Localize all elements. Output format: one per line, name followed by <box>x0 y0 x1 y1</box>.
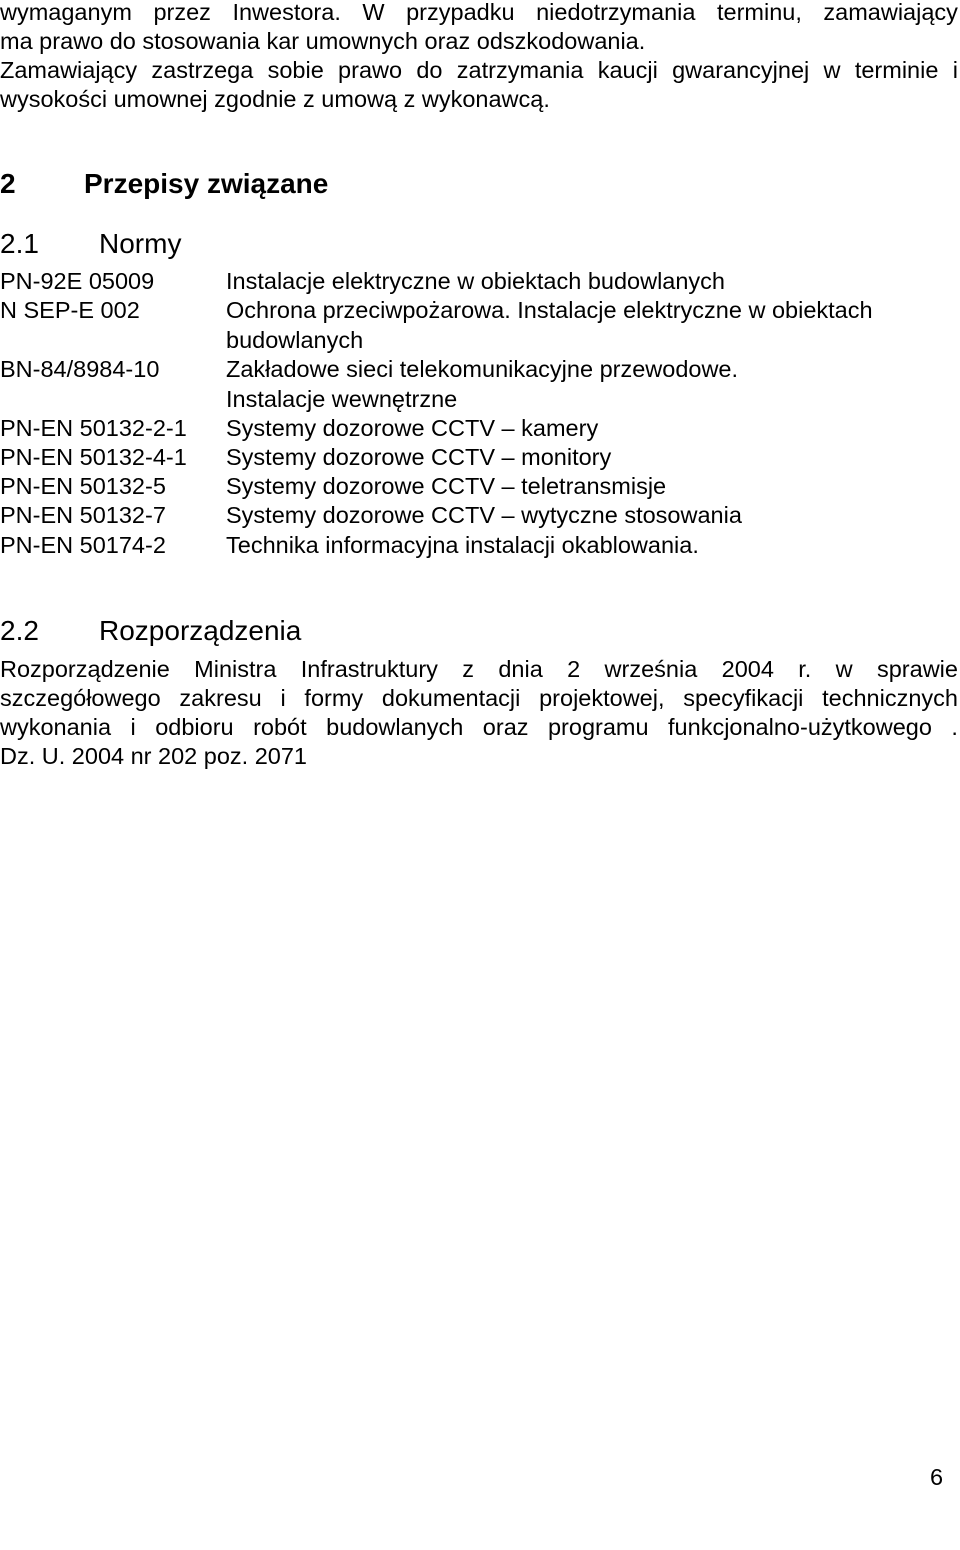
norm-code: BN-84/8984-10 <box>0 356 160 382</box>
norm-description: Technika informacyjna instalacji okablowania. <box>226 532 699 558</box>
word: zakresu <box>179 685 262 711</box>
norm-code: PN-EN 50132-7 <box>0 502 166 528</box>
word: dnia <box>498 656 543 682</box>
word: wymaganym <box>0 0 132 25</box>
word: Infrastruktury <box>300 656 438 682</box>
word: września <box>604 656 698 682</box>
norm-description: Systemy dozorowe CCTV – kamery <box>226 415 599 441</box>
word: i <box>130 714 136 740</box>
word: do <box>416 57 443 83</box>
word: sobie <box>267 57 324 83</box>
norm-description: Systemy dozorowe CCTV – wytyczne stosowania <box>226 502 742 528</box>
word: zatrzymania <box>456 57 584 83</box>
subsection-heading-2-2 <box>0 614 301 648</box>
subsection-number: 2.1 <box>0 228 39 259</box>
word: . <box>951 714 958 740</box>
norm-code: PN-EN 50132-5 <box>0 473 166 499</box>
regulation-line-1 <box>0 655 958 684</box>
word: prawo <box>338 57 403 83</box>
word: terminu, <box>716 0 802 25</box>
section-title: Przepisy związane <box>84 168 329 199</box>
word: wykonania <box>0 714 112 740</box>
intro-line-4: wysokości umownej zgodnie z umową z wykonawcą. <box>0 86 550 112</box>
norm-description: Systemy dozorowe CCTV – teletransmisje <box>226 473 667 499</box>
word: oraz <box>482 714 529 740</box>
subsection-title: Rozporządzenia <box>99 615 302 646</box>
word: i <box>952 57 958 83</box>
word: zamawiający <box>823 0 958 25</box>
word: niedotrzymania <box>536 0 696 25</box>
norm-description: Instalacje elektryczne w obiektach budowlanych <box>226 268 725 294</box>
norm-code: PN-EN 50132-4-1 <box>0 444 187 470</box>
word: r. <box>798 656 812 682</box>
section-heading-2 <box>0 167 328 201</box>
norm-code: N SEP-E 002 <box>0 297 140 323</box>
word: sprawie <box>876 656 958 682</box>
intro-line-3 <box>0 56 958 85</box>
regulation-line-3 <box>0 713 958 742</box>
subsection-title: Normy <box>99 228 182 259</box>
norm-description: Systemy dozorowe CCTV – monitory <box>226 444 612 470</box>
word: W <box>362 0 385 25</box>
word: 2 <box>567 656 581 682</box>
section-number: 2 <box>0 168 16 199</box>
word: w <box>823 57 841 83</box>
word: specyfikacji <box>683 685 804 711</box>
word: budowlanych <box>326 714 464 740</box>
word: 2004 <box>721 656 774 682</box>
word: funkcjonalno-użytkowego <box>668 714 932 740</box>
word: z <box>462 656 474 682</box>
word: przez <box>153 0 211 25</box>
page-number: 6 <box>930 1464 944 1490</box>
word: w <box>835 656 853 682</box>
regulation-line-4: Dz. U. 2004 nr 202 poz. 2071 <box>0 743 308 769</box>
intro-line-1 <box>0 0 958 27</box>
word: dokumentacji <box>381 685 521 711</box>
regulation-line-2 <box>0 684 958 713</box>
norm-code: PN-EN 50132-2-1 <box>0 415 187 441</box>
norm-code: PN-EN 50174-2 <box>0 532 166 558</box>
word: technicznych <box>822 685 958 711</box>
norm-description: Zakładowe sieci telekomunikacyjne przewodowe. Instalacje wewnętrzne <box>226 356 739 412</box>
intro-line-2: ma prawo do stosowania kar umownych oraz odszkodowania. <box>0 28 646 54</box>
word: i <box>280 685 286 711</box>
word: odbioru <box>155 714 234 740</box>
word: Ministra <box>194 656 277 682</box>
word: szczegółowego <box>0 685 161 711</box>
word: robót <box>253 714 307 740</box>
word: Rozporządzenie <box>0 656 170 682</box>
word: projektowej, <box>539 685 665 711</box>
word: przypadku <box>406 0 515 25</box>
subsection-heading-2-1 <box>0 227 181 261</box>
word: Inwestora. <box>232 0 341 25</box>
norm-description: Ochrona przeciwpożarowa. Instalacje elektryczne w obiektach budowlanych <box>226 297 873 353</box>
subsection-number: 2.2 <box>0 615 39 646</box>
word: kaucji <box>597 57 658 83</box>
word: formy <box>304 685 364 711</box>
word: gwarancyjnej <box>672 57 810 83</box>
word: programu <box>547 714 649 740</box>
word: terminie <box>854 57 939 83</box>
norm-code: PN-92E 05009 <box>0 268 155 294</box>
word: zastrzega <box>151 57 254 83</box>
word: Zamawiający <box>0 57 138 83</box>
